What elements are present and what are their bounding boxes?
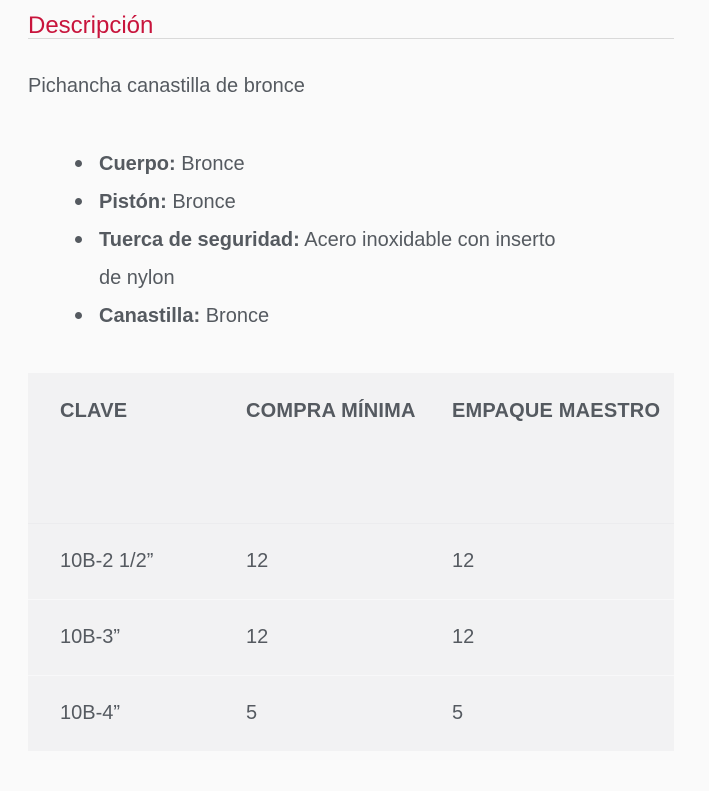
spec-value: Bronce (166, 191, 236, 213)
cell-clave: 10B-2 1/2” (28, 523, 246, 599)
spec-value: Bronce (175, 153, 245, 175)
product-table (28, 373, 674, 751)
spec-list (28, 145, 603, 335)
spec-key: Cuerpo: (99, 153, 176, 175)
list-item (99, 297, 603, 335)
product-intro: Pichancha canastilla de bronce (28, 75, 305, 97)
spec-key: Tuerca de seguridad: (99, 229, 300, 251)
spec-value: Bronce (200, 305, 270, 327)
section-title: Descripción (28, 0, 674, 39)
cell-compra-minima: 12 (246, 599, 452, 675)
bullet-icon (75, 312, 82, 319)
cell-clave: 10B-4” (28, 675, 246, 751)
spec-key: Pistón: (99, 191, 167, 213)
cell-empaque-maestro: 12 (452, 599, 674, 675)
cell-empaque-maestro: 12 (452, 523, 674, 599)
bullet-icon (75, 198, 82, 205)
table-header-row (28, 373, 674, 523)
table-row (28, 675, 674, 751)
cell-empaque-maestro: 5 (452, 675, 674, 751)
product-description (28, 0, 674, 724)
cell-compra-minima: 12 (246, 523, 452, 599)
cell-compra-minima: 5 (246, 675, 452, 751)
header-compra-minima: COMPRA MÍNIMA (246, 373, 452, 523)
table-row (28, 599, 674, 675)
header-empaque-maestro: EMPAQUE MAESTRO (452, 373, 674, 523)
list-item (99, 145, 603, 183)
spec-key: Canastilla: (99, 305, 201, 327)
header-clave: CLAVE (28, 373, 246, 523)
cell-clave: 10B-3” (28, 599, 246, 675)
table-row (28, 523, 674, 599)
bullet-icon (75, 160, 82, 167)
bullet-icon (75, 236, 82, 243)
list-item (99, 221, 603, 297)
spec-value: Acero inoxidable con inserto de nylon (99, 229, 556, 289)
list-item (99, 183, 603, 221)
